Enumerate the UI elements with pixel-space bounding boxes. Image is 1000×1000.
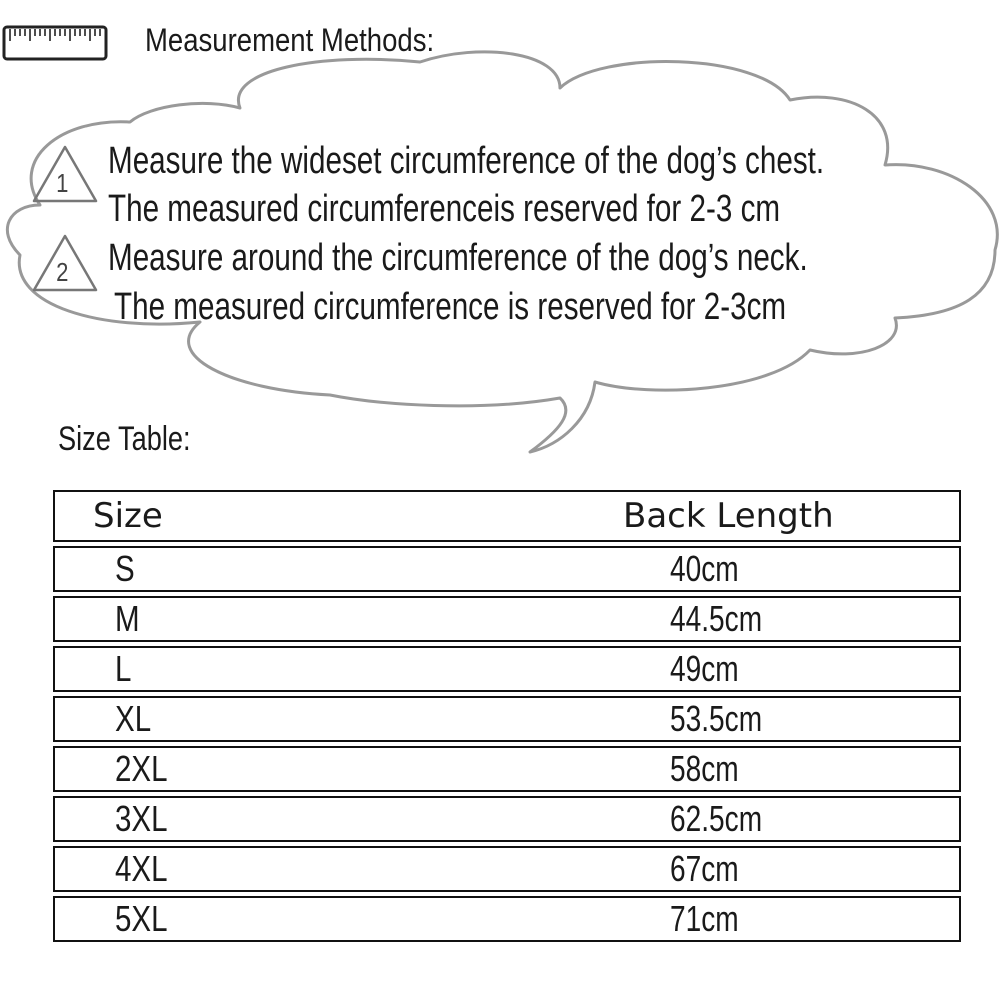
step-1-line-2: The measured circumferenceis reserved for 2-3 cm xyxy=(108,188,781,230)
table-header-row xyxy=(53,490,961,542)
table-row xyxy=(53,846,961,892)
back-length-cell: 49cm xyxy=(670,648,739,689)
table-row xyxy=(53,746,961,792)
step-2-line-2: The measured circumference is reserved for 2-3cm xyxy=(114,286,787,328)
table-row xyxy=(53,796,961,842)
size-cell: 2XL xyxy=(115,748,168,789)
step-2-line-1: Measure around the circumference of the dog’s neck. xyxy=(108,237,808,279)
back-length-cell: 58cm xyxy=(670,748,739,789)
table-row xyxy=(53,896,961,942)
back-length-cell: 62.5cm xyxy=(670,798,763,839)
page-title: Measurement Methods: xyxy=(145,22,435,58)
table-row xyxy=(53,546,961,592)
step-number: 1 xyxy=(56,168,69,198)
size-cell: M xyxy=(115,598,140,639)
table-row xyxy=(53,596,961,642)
size-cell: 4XL xyxy=(115,848,168,889)
table-row xyxy=(53,646,961,692)
size-cell: 5XL xyxy=(115,898,168,939)
step-number: 2 xyxy=(56,257,69,287)
size-cell: 3XL xyxy=(115,798,168,839)
back-length-cell: 53.5cm xyxy=(670,698,763,739)
back-length-cell: 71cm xyxy=(670,898,739,939)
column-header-back-length: Back Length xyxy=(623,496,834,536)
size-cell: S xyxy=(115,548,135,589)
step-1-line-1: Measure the wideset circumference of the dog’s chest. xyxy=(108,140,825,182)
back-length-cell: 67cm xyxy=(670,848,739,889)
size-cell: L xyxy=(115,648,132,689)
size-table-title: Size Table: xyxy=(58,420,191,458)
back-length-cell: 40cm xyxy=(670,548,739,589)
column-header-size: Size xyxy=(93,496,163,536)
table-row xyxy=(53,696,961,742)
back-length-cell: 44.5cm xyxy=(670,598,763,639)
size-table xyxy=(53,490,961,946)
size-cell: XL xyxy=(115,698,152,739)
